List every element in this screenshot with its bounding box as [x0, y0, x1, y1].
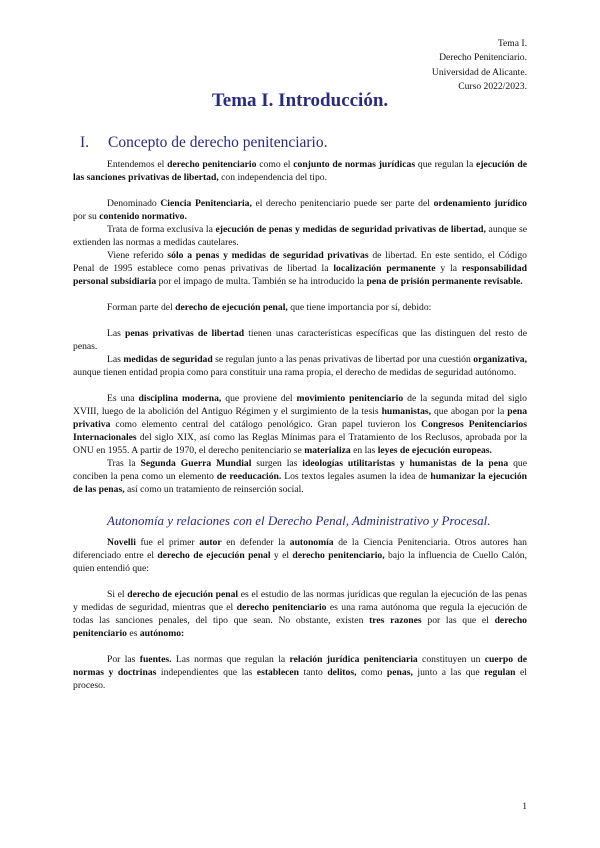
header-academic-year: Curso 2022/2023. [458, 81, 527, 93]
page-number: 1 [522, 801, 527, 812]
section-heading [80, 134, 328, 152]
header-course-topic: Tema I. [497, 38, 527, 49]
paragraph: Viene referido sólo a penas y medidas de seguridad privativas de libertad. En este sentido, el Código Penal de 1995 establece como penas privativas de libertad la localización permanente y la responsabilidad personal subsidiaria por el impago de multa. También se ha introducido la pena de prisión permanente revisable. [73, 250, 527, 287]
paragraph: Denominado Ciencia Penitenciaria, el derecho penitenciario puede ser parte del ordenamiento jurídico por su contenido normativo. [73, 198, 527, 222]
section-number: I. [80, 134, 90, 151]
paragraph: Entendemos el derecho penitenciario como el conjunto de normas jurídicas que regulan la ejecución de las sanciones privativas de libertad, con independencia del tipo. [73, 159, 527, 183]
paragraph: Tras la Segunda Guerra Mundial surgen las ideologías utilitaristas y humanistas de la pena que conciben la pena como un elemento de reeducación. Los textos legales asumen la idea de humanizar la ejecución de las penas, así como un tratamiento de reinserción social. [73, 458, 527, 495]
paragraph: Trata de forma exclusiva la ejecución de penas y medidas de seguridad privativas de libertad, aunque se extienden las normas a medidas cautelares. [73, 224, 527, 248]
paragraph: Las medidas de seguridad se regulan junto a las penas privativas de libertad por una cuestión organizativa, aunque tienen entidad propia como para constituir una rama propia, el derecho de medidas de seguridad autónomo. [73, 354, 527, 378]
paragraph: Las penas privativas de libertad tienen unas características específicas que las distinguen del resto de penas. [73, 328, 528, 352]
paragraph: Novelli fue el primer autor en defender la autonomía de la Ciencia Penitenciaria. Otros autores han diferenciado entre el derecho de ejecución penal y el derecho penitenciario, bajo la influencia de Cuello Calón, quien entendió que: [73, 537, 527, 574]
header-university: Universidad de Alicante. [431, 66, 527, 78]
paragraph: Forman parte del derecho de ejecución penal, que tiene importancia por sí, debido: [107, 302, 432, 313]
paragraph: Si el derecho de ejecución penal es el estudio de las normas jurídicas que regulan la ejecución de las penas y medidas de seguridad, mientras que el derecho penitenciario es una rama autónoma que regula la ejecución de todas las sanciones penales, del tipo que sean. No obstante, existen tres razones por las que el derecho penitenciario es autónomo: [73, 589, 527, 639]
section-title: Concepto de derecho penitenciario. [108, 134, 328, 151]
paragraph: Por las fuentes. Las normas que regulan la relación jurídica penitenciaria constituyen un cuerpo de normas y doctrinas independientes que las establecen tanto delitos, como penas, junto a las que regulan el proceso. [73, 654, 528, 691]
paragraph: Es una disciplina moderna, que proviene del movimiento penitenciario de la segunda mitad del siglo XVIII, luego de la abolición del Antiguo Régimen y el surgimiento de la tesis humanistas, que abogan por la pena privativa como elemento central del catálogo penológico. Gran papel tuvieron los Congresos Penitenciarios Internacionales del siglo XIX, así como las Reglas Mínimas para el Tratamiento de los Reclusos, aprobada por la ONU en 1955. A partir de 1970, el derecho penitenciario se materializa en las leyes de ejecución europeas. [73, 393, 528, 456]
subsection-heading: Autonomía y relaciones con el Derecho Penal, Administrativo y Procesal. [107, 513, 491, 528]
header-subject: Derecho Penitenciario. [439, 52, 527, 64]
page-header [432, 37, 527, 95]
document-body [73, 158, 527, 692]
page-title: Tema I. Introducción. [211, 90, 389, 111]
